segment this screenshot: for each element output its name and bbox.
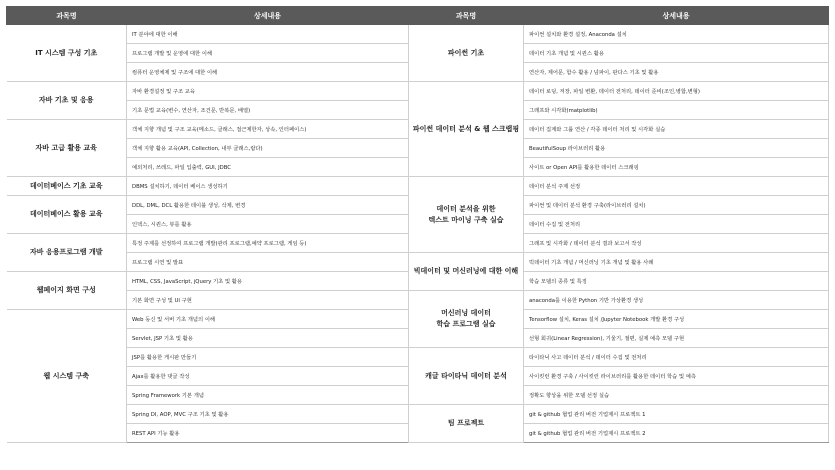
header-course-left: 과목명 — [7, 7, 127, 25]
left-detail-item: REST API 기능 활용 — [127, 424, 409, 443]
left-detail-item: 인덱스, 시퀀스, 뷰를 활용 — [127, 215, 409, 234]
right-detail-item: 파이썬 및 데이터 분석 환경 구축(라이브러리 설치) — [524, 196, 829, 215]
right-detail-item: 데이터 기초 개념 및 시퀀스 활용 — [524, 44, 829, 63]
table-row — [7, 253, 829, 272]
right-course-title: 팀 프로젝트 — [409, 405, 524, 443]
table-row — [7, 291, 829, 310]
left-detail-item: 프로그램 개발 및 운영에 대한 이해 — [127, 44, 409, 63]
left-course-title: 데이터베이스 기초 교육 — [7, 177, 127, 196]
left-course-title: 웹 시스템 구축 — [7, 310, 127, 443]
right-course-title: 데이터 분석을 위한 텍스트 마이닝 구축 실습 — [409, 177, 524, 253]
right-detail-item: git & github 협업 관리 버전 기업제시 프로젝트 2 — [524, 424, 829, 443]
left-detail-item: 특정 주제를 선정하여 프로그램 개발(관리 프로그램,예약 프로그램, 게임 등) — [127, 234, 409, 253]
right-detail-item: 그래프와 시각화(matplotlib) — [524, 101, 829, 120]
left-detail-item: 기초 문법 교육(변수, 연산자, 조건문, 반복문, 배열) — [127, 101, 409, 120]
left-detail-item: HTML, CSS, JavaScript, jQuery 기초 및 활용 — [127, 272, 409, 291]
left-detail-item: JSP를 활용한 게시판 만들기 — [127, 348, 409, 367]
left-detail-item: IT 분야에 대한 이해 — [127, 25, 409, 44]
table-row — [7, 82, 829, 101]
right-detail-item: 선형 회귀(Linear Regression), 기울기, 절편, 실제 예측 모델 구현 — [524, 329, 829, 348]
left-course-title: 자바 고급 활용 교육 — [7, 120, 127, 177]
curriculum-table — [6, 6, 829, 443]
left-detail-item: DBMS 설치하기, 데이터 베이스 생성하기 — [127, 177, 409, 196]
left-course-title: 웹페이지 화면 구성 — [7, 272, 127, 310]
right-course-title: 머신러닝 데이터 학습 프로그램 실습 — [409, 291, 524, 348]
table-row — [7, 25, 829, 44]
left-course-title: IT 시스템 구성 기초 — [7, 25, 127, 82]
left-detail-item: 기본 화면 구성 및 UI 구현 — [127, 291, 409, 310]
table-row — [7, 177, 829, 196]
right-detail-item: anaconda를 이용한 Python 기반 가상환경 생성 — [524, 291, 829, 310]
left-detail-item: 객체 지향 개념 및 구조 교육(메소드, 클래스, 접근제한자, 상속, 인터페이스) — [127, 120, 409, 139]
table-row — [7, 348, 829, 367]
left-detail-item: 자바 환경설정 및 구조 교육 — [127, 82, 409, 101]
left-detail-item: Servlet, JSP 기초 및 활용 — [127, 329, 409, 348]
right-detail-item: 데이터 분석 주제 선정 — [524, 177, 829, 196]
left-detail-item: Spring DI, AOP, MVC 구조 기초 및 활용 — [127, 405, 409, 424]
right-detail-item: 데이터 로딩, 저장, 파일 변환, 데이터 전처리, 데이터 준비(조인,병합,변형) — [524, 82, 829, 101]
right-detail-item: 사이트 or Open API를 활용한 데이터 스크래핑 — [524, 158, 829, 177]
left-detail-item: Spring Framework 기본 개념 — [127, 386, 409, 405]
header-detail-right: 상세내용 — [524, 7, 829, 25]
right-course-title: 캐글 타이타닉 데이터 분석 — [409, 348, 524, 405]
right-detail-item: BeautifulSoup 라이브러리 활용 — [524, 139, 829, 158]
left-detail-item: 컴퓨터 운영체제 및 구조에 대한 이해 — [127, 63, 409, 82]
header-detail-left: 상세내용 — [127, 7, 409, 25]
right-detail-item: Tensorflow 설치, Keras 설치 /Jupyter Notebook 개발 환경 구성 — [524, 310, 829, 329]
left-detail-item: 프로그램 시연 및 발표 — [127, 253, 409, 272]
header-course-right: 과목명 — [409, 7, 524, 25]
left-detail-item: Web 동신 및 서버 기초 개념의 이해 — [127, 310, 409, 329]
right-course-title: 파이썬 기초 — [409, 25, 524, 82]
right-course-title: 빅데이터 및 머신러닝에 대한 이해 — [409, 253, 524, 291]
left-course-title: 자바 기초 및 응용 — [7, 82, 127, 120]
right-detail-item: 그래프 및 시각화 / 데이터 분석 결과 보고서 작성 — [524, 234, 829, 253]
left-detail-item: 예외처리, 쓰레드, 파일 입출력, GUI, JDBC — [127, 158, 409, 177]
left-course-title: 자바 응용프로그램 개발 — [7, 234, 127, 272]
left-detail-item: DDL, DML, DCL 활용한 테이블 생성, 삭제, 변경 — [127, 196, 409, 215]
right-detail-item: 정확도 향상을 위한 모델 선정 실습 — [524, 386, 829, 405]
right-detail-item: 파이썬 설치와 환경 설정, Anaconda 설치 — [524, 25, 829, 44]
header-row — [7, 7, 829, 25]
right-detail-item: 데이터 집계와 그룹 연산 / 각종 데이터 처리 및 시각화 실습 — [524, 120, 829, 139]
right-detail-item: 빅데이터 기초 개념 / 머신러닝 기초 개념 및 활용 사례 — [524, 253, 829, 272]
left-detail-item: 객체 지향 활용 교육(API, Collection, 내부 클래스,람다) — [127, 139, 409, 158]
right-detail-item: 연산자, 제어문, 함수 활용 / 넘파이, 판다스 기초 및 활용 — [524, 63, 829, 82]
right-course-title: 파이썬 데이터 분석 & 웹 스크랩핑 — [409, 82, 524, 177]
left-detail-item: Ajax를 활용한 댓글 작성 — [127, 367, 409, 386]
right-detail-item: git & github 협업 관리 버전 기업제시 프로젝트 1 — [524, 405, 829, 424]
right-detail-item: 타이타닉 사고 데이터 분석 / 데이터 수집 및 전처리 — [524, 348, 829, 367]
curriculum-table-container — [6, 6, 828, 464]
right-detail-item: 데이터 수집 및 전처리 — [524, 215, 829, 234]
left-course-title: 데이터베이스 활용 교육 — [7, 196, 127, 234]
right-detail-item: 학습 모델의 종류 및 특징 — [524, 272, 829, 291]
right-detail-item: 사이킷런 환경 구축 / 사이킷런 라이브러리를 활용한 데이터 학습 및 예측 — [524, 367, 829, 386]
curriculum-body — [7, 25, 829, 443]
table-row — [7, 405, 829, 424]
